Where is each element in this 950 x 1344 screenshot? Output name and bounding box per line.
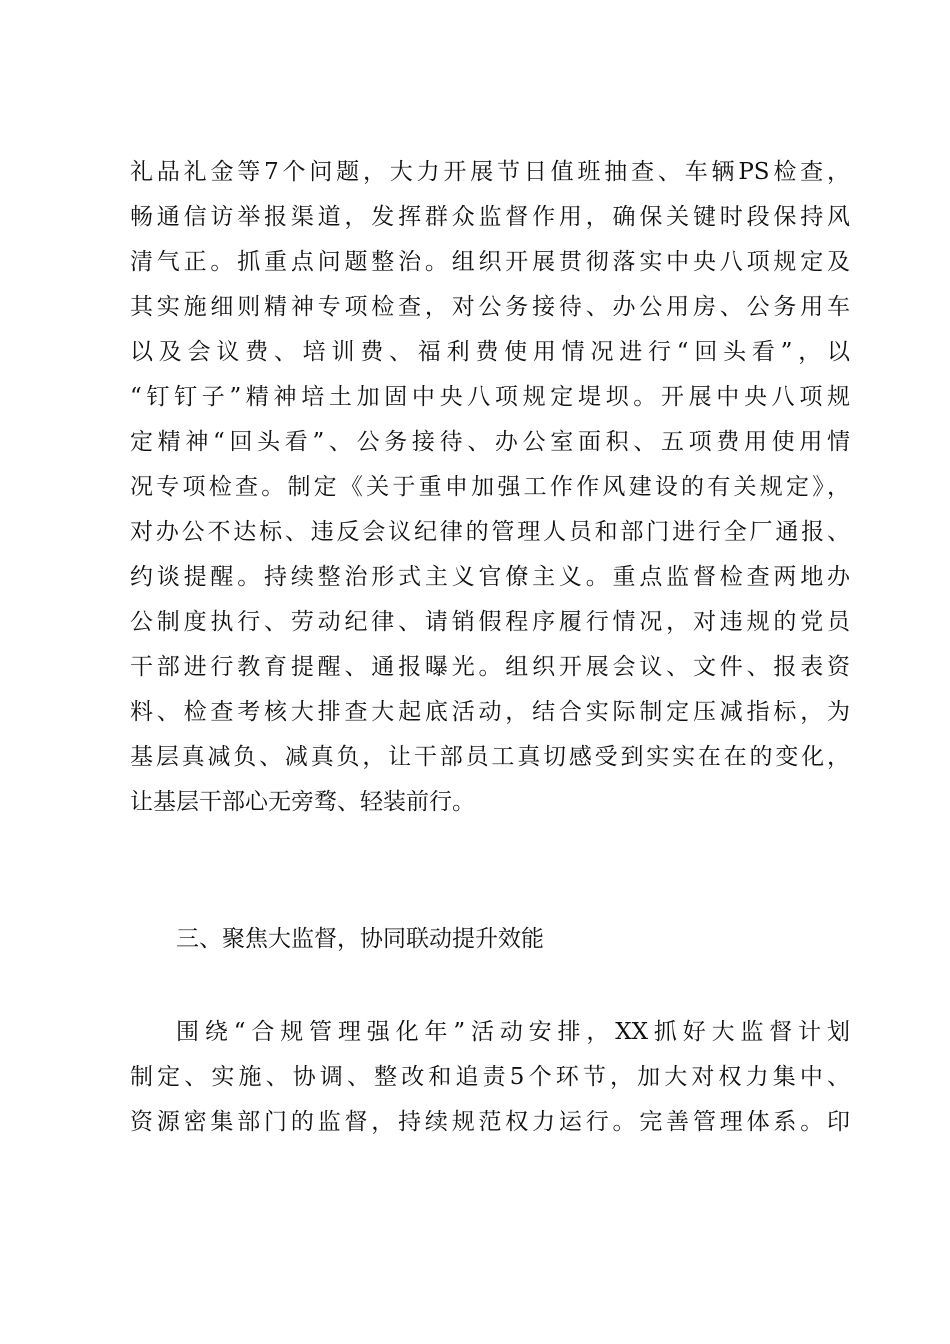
paragraph-1-line-4: 其实施细则精神专项检查，对公务接待、办公用房、公务用车 xyxy=(130,294,850,320)
paragraph-1-line-1: 礼品礼金等7个问题，大力开展节日值班抽查、车辆PS检查， xyxy=(130,159,850,185)
paragraph-1-line-13: 料、检查考核大排查大起底活动，结合实际制定压减指标，为 xyxy=(130,699,850,725)
paragraph-1-line-8: 况专项检查。制定《关于重申加强工作作风建设的有关规定》， xyxy=(130,474,850,500)
paragraph-1-line-14: 基层真减负、减真负，让干部员工真切感受到实实在在的变化， xyxy=(130,744,850,770)
paragraph-1-line-15: 让基层干部心无旁骛、轻装前行。 xyxy=(130,789,475,815)
section-heading: 三、聚焦大监督，协同联动提升效能 xyxy=(176,926,544,952)
paragraph-2-line-3: 资源密集部门的监督，持续规范权力运行。完善管理体系。印 xyxy=(130,1109,850,1135)
paragraph-1-line-10: 约谈提醒。持续整治形式主义官僚主义。重点监督检查两地办 xyxy=(130,564,850,590)
paragraph-1-line-5: 以及会议费、培训费、福利费使用情况进行“回头看”，以 xyxy=(130,339,850,365)
paragraph-2-line-1: 围绕“合规管理强化年”活动安排，XX抓好大监督计划 xyxy=(176,1019,850,1045)
paragraph-1-line-3: 清气正。抓重点问题整治。组织开展贯彻落实中央八项规定及 xyxy=(130,249,850,275)
paragraph-1-line-6: “钉钉子”精神培土加固中央八项规定堤坝。开展中央八项规 xyxy=(130,384,850,410)
paragraph-1-line-7: 定精神“回头看”、公务接待、办公室面积、五项费用使用情 xyxy=(130,429,850,455)
paragraph-1-line-12: 干部进行教育提醒、通报曝光。组织开展会议、文件、报表资 xyxy=(130,654,850,680)
paragraph-2-line-2: 制定、实施、协调、整改和追责5个环节，加大对权力集中、 xyxy=(130,1064,850,1090)
paragraph-1-line-11: 公制度执行、劳动纪律、请销假程序履行情况，对违规的党员 xyxy=(130,609,850,635)
paragraph-1-line-9: 对办公不达标、违反会议纪律的管理人员和部门进行全厂通报、 xyxy=(130,519,850,545)
paragraph-1-line-2: 畅通信访举报渠道，发挥群众监督作用，确保关键时段保持风 xyxy=(130,204,850,230)
